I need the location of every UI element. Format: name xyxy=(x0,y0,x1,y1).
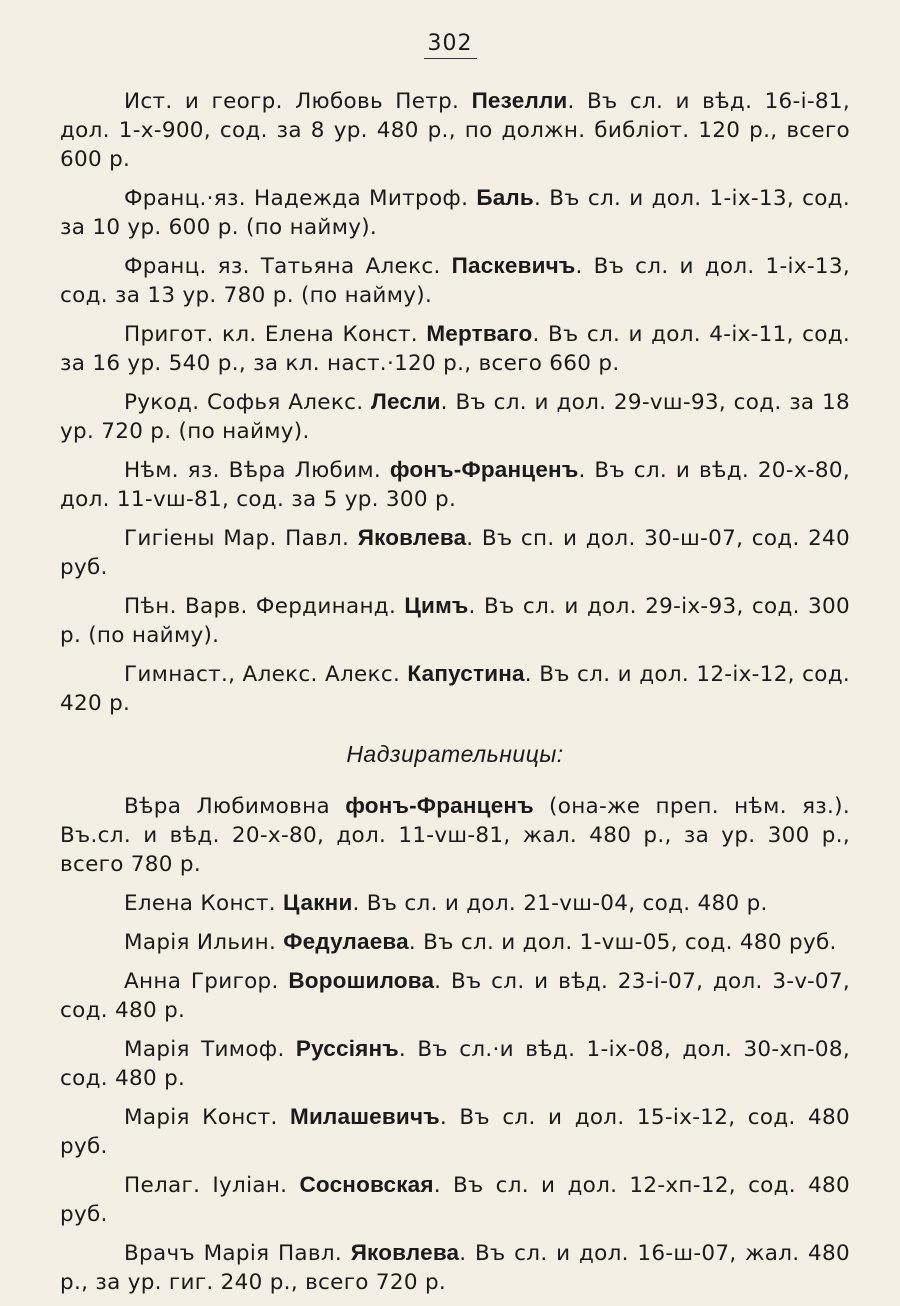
entry-paragraph xyxy=(60,888,850,918)
entry-surname: Лесли xyxy=(371,389,441,414)
entry-surname: Паскевичъ xyxy=(451,253,576,278)
entry-surname: Баль xyxy=(476,185,534,210)
entry-details: . Въ сл. и дол. 21-vш-04, сод. 480 р. xyxy=(352,891,768,916)
entry-title-and-name: Врачъ Марія Павл. xyxy=(124,1241,343,1266)
entry-paragraph xyxy=(60,523,850,582)
entry-details: . Въ сл. и дол. 12-хп-12, сод. 480 руб. xyxy=(60,1173,851,1227)
entry-surname: Руссіянъ xyxy=(295,1036,399,1061)
entry-title-and-name: Марія Ильин. xyxy=(124,930,277,955)
teachers-list xyxy=(60,86,850,718)
entry-title-and-name: Пѣн. Варв. Фердинанд. xyxy=(124,594,397,619)
entry-surname: Сосновская xyxy=(299,1172,434,1197)
entry-surname: Федулаева xyxy=(283,929,409,954)
entry-details: . Въ сп. и дол. 30-ш-07, сод. 240 руб. xyxy=(60,526,851,580)
entry-details: . Въ сл. и вѣд. 23-і-07, дол. 3-v-07, сод. 480 р. xyxy=(60,969,850,1023)
entry-title-and-name: Елена Конст. xyxy=(124,891,276,916)
entry-details: . Въ сл. и дол. 1-іх-13, сод. за 13 ур. 780 р. (по найму). xyxy=(60,254,851,308)
entry-paragraph xyxy=(60,319,850,378)
entry-paragraph xyxy=(60,251,850,310)
entry-paragraph xyxy=(60,183,850,242)
entry-paragraph xyxy=(60,1034,850,1093)
entry-title-and-name: Пелаг. Іуліан. xyxy=(124,1173,288,1198)
entry-paragraph xyxy=(60,455,850,514)
entry-details: . Въ сл.·и вѣд. 1-іх-08, дол. 30-хп-08, сод. 480 р. xyxy=(60,1037,850,1091)
entry-details: . Въ сл. и дол. 15-іх-12, сод. 480 руб. xyxy=(60,1105,850,1159)
entry-paragraph xyxy=(60,1102,850,1161)
entry-paragraph xyxy=(60,1238,850,1297)
entry-details: . Въ сл. и дол. 4-іх-11, сод. за 16 ур. 540 р., за кл. наст.·120 р., всего 660 р. xyxy=(60,322,850,376)
entry-details: . Въ сл. и вѣд. 20-х-80, дол. 11-vш-81, сод. за 5 ур. 300 р. xyxy=(60,458,851,512)
entry-paragraph xyxy=(60,791,850,879)
entry-title-and-name: Гигіены Мар. Павл. xyxy=(124,526,350,551)
entry-surname: фонъ-Франценъ xyxy=(389,457,579,482)
entry-paragraph xyxy=(60,966,850,1025)
section-heading: Надзирательницы: xyxy=(346,741,564,767)
entry-paragraph xyxy=(60,1170,850,1229)
entry-details: . Въ сл. и дол. 29-іх-93, сод. 300 р. (по найму). xyxy=(60,594,850,648)
entry-details: . Въ сл. и дол. 29-vш-93, сод. за 18 ур. 720 р. (по найму). xyxy=(60,390,850,444)
supervisors-list xyxy=(60,791,850,1297)
entry-surname: Цимъ xyxy=(404,593,469,618)
entry-paragraph xyxy=(60,659,850,718)
document-body xyxy=(60,86,850,1306)
entry-details: (она-же преп. нѣм. яз.). Въ.сл. и вѣд. 20-х-80, дол. 11-vш-81, жал. 480 р., за ур. 300 р., всего 780 р. xyxy=(60,794,850,877)
entry-paragraph xyxy=(60,387,850,446)
entry-surname: Яковлева xyxy=(350,1240,460,1265)
entry-title-and-name: Пригот. кл. Елена Конст. xyxy=(124,322,418,347)
entry-details: . Въ сл. и дол. 12-іх-12, сод. 420 р. xyxy=(60,662,850,716)
entry-paragraph xyxy=(60,591,850,650)
entry-surname: Ворошилова xyxy=(288,968,435,993)
entry-title-and-name: Франц.·яз. Надежда Митроф. xyxy=(124,186,469,211)
entry-title-and-name: Рукод. Софья Алекс. xyxy=(124,390,364,415)
entry-surname: Мертваго xyxy=(426,321,533,346)
entry-details: . Въ сл. и вѣд. 16-і-81, дол. 1-х-900, сод. за 8 ур. 480 р., по должн. библіот. 120 р., всего 600 р. xyxy=(60,89,851,172)
entry-surname: Яковлева xyxy=(357,525,467,550)
entry-title-and-name: Марія Конст. xyxy=(124,1105,278,1130)
page-number xyxy=(0,30,900,59)
entry-paragraph xyxy=(60,927,850,957)
entry-title-and-name: Вѣра Любимовна xyxy=(124,794,330,819)
entry-surname: Пезелли xyxy=(471,88,568,113)
entry-title-and-name: Анна Григор. xyxy=(124,969,279,994)
entry-title-and-name: Франц. яз. Татьяна Алекс. xyxy=(124,254,441,279)
entry-details: . Въ сл. и дол. 1-іх-13, сод. за 10 ур. 600 р. (по найму). xyxy=(60,186,850,240)
page-number-text: 302 xyxy=(424,30,477,59)
entry-title-and-name: Ист. и геогр. Любовь Петр. xyxy=(124,89,460,114)
entry-details: . Въ сл. и дол. 16-ш-07, жал. 480 р., за ур. гиг. 240 р., всего 720 р. xyxy=(60,1241,850,1295)
entry-surname: Капустина xyxy=(407,661,525,686)
entry-title-and-name: Нѣм. яз. Вѣра Любим. xyxy=(124,458,381,483)
entry-surname: фонъ-Франценъ xyxy=(345,793,534,818)
entry-paragraph xyxy=(60,86,850,174)
entry-title-and-name: Гимнаст., Алекс. Алекс. xyxy=(124,662,401,687)
entry-title-and-name: Марія Тимоф. xyxy=(124,1037,285,1062)
entry-surname: Милашевичъ xyxy=(290,1104,440,1129)
entry-details: . Въ сл. и дол. 1-vш-05, сод. 480 руб. xyxy=(408,930,837,955)
entry-surname: Цакни xyxy=(283,890,353,915)
